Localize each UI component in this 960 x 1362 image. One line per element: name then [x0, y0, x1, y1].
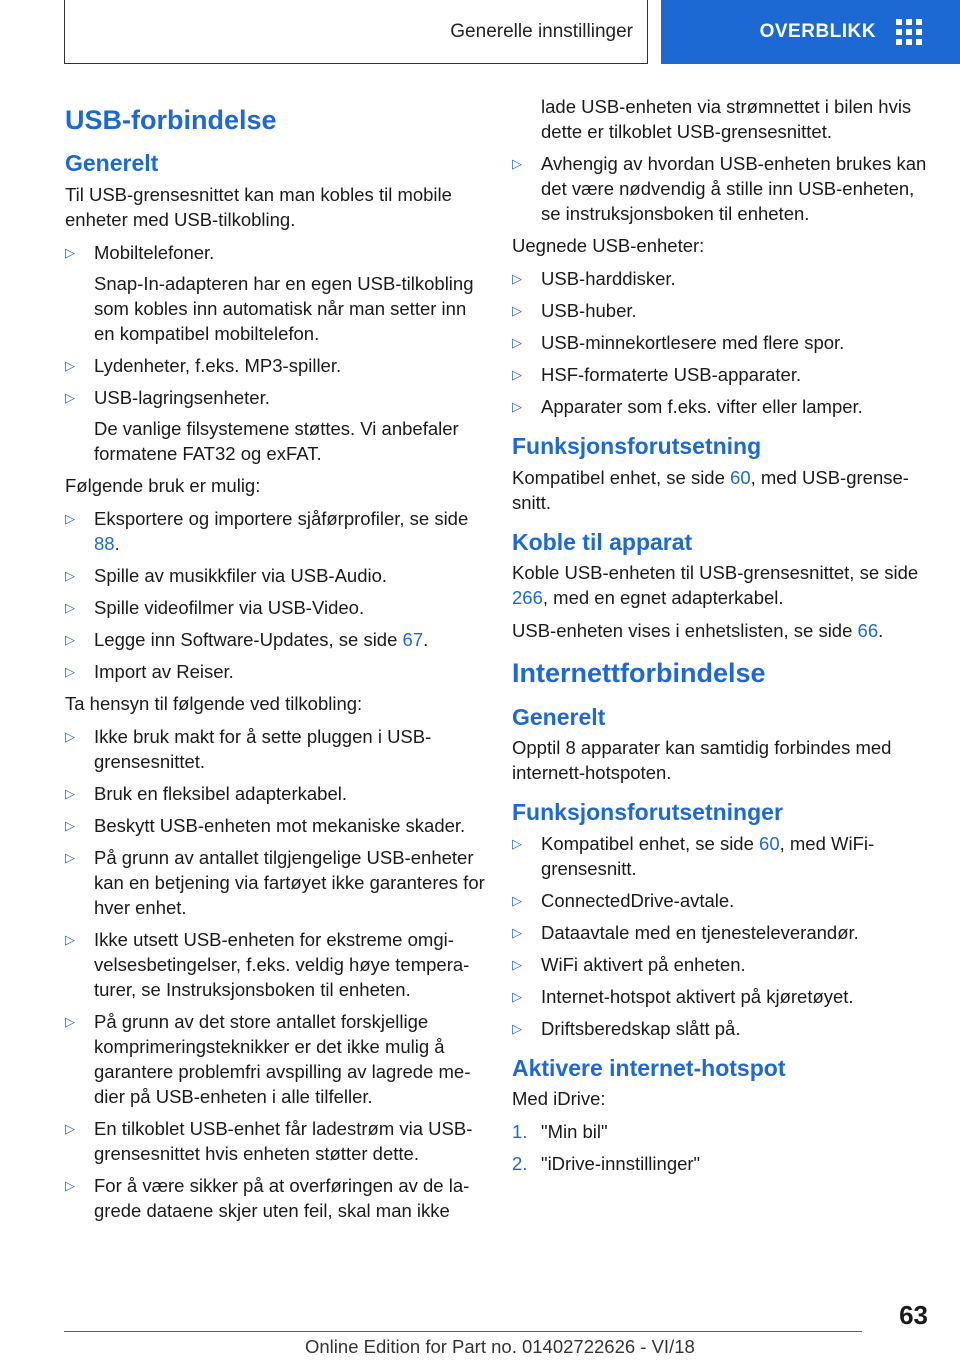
list-item: ▷ Internet-hotspot aktivert på kjøretøyet. — [512, 985, 854, 1007]
bullet-icon: ▷ — [65, 663, 75, 679]
page-link-266[interactable]: 266 — [512, 587, 543, 609]
notes-list — [65, 724, 485, 1223]
header-section-title-box — [64, 0, 648, 64]
bullet-icon: ▷ — [65, 1177, 75, 1193]
footer-divider — [64, 1331, 862, 1332]
list-item: ▷ ConnectedDrive-avtale. — [512, 889, 735, 911]
bullet-icon: ▷ — [512, 988, 522, 1004]
overview-label: OVERBLIKK — [759, 21, 876, 42]
list-item: ▷ Bruk en fleksibel adapterkabel. — [65, 782, 347, 804]
bullet-icon: ▷ — [512, 1020, 522, 1036]
list-item: ▷ USB-minnekortlesere med flere spor. — [512, 332, 845, 353]
bullet-icon: ▷ — [512, 924, 522, 940]
internet-general-text: Opptil 8 apparater kan samtidig forbindes med internett-hotspoten. — [512, 737, 892, 784]
list-item: ▷ Beskytt USB-enheten mot mekaniske skader. — [65, 814, 466, 836]
list-item: ▷ For å være sikker på at overføringen av de lagrede dataene skjer uten feil, skal man ikke — [65, 1174, 470, 1221]
bullet-icon: ▷ — [65, 785, 75, 801]
internet-general-heading: Generelt — [512, 703, 606, 730]
bullet-icon: ▷ — [512, 367, 522, 382]
prereq-text: Kompatibel enhet, se side 60, med USB-grensesnitt. — [512, 466, 909, 513]
hotspot-heading: Aktivere internet-hotspot — [512, 1054, 786, 1081]
hotspot-intro: Med iDrive: — [512, 1088, 606, 1110]
notes-intro: Ta hensyn til følgende ved tilkobling: — [65, 692, 363, 714]
list-item: ▷ USB-harddisker. — [512, 268, 676, 289]
usage-intro: Følgende bruk er mulig: — [65, 474, 261, 496]
internet-heading: Internettforbindelse — [512, 658, 766, 689]
list-item: ▷ Spille av musikkfiler via USB-Audio. — [65, 564, 388, 586]
list-item: 1. "Min bil" — [512, 1121, 608, 1143]
page-link-60-b[interactable]: 60 — [759, 832, 780, 854]
hotspot-steps — [512, 1119, 932, 1176]
prereq-heading: Funksjonsforutsetning — [512, 433, 762, 459]
page-link-88[interactable]: 88 — [94, 532, 115, 554]
bullet-icon: ▷ — [65, 510, 75, 526]
bullet-icon: ▷ — [65, 599, 75, 615]
bullet-icon: ▷ — [512, 892, 522, 908]
bullet-icon: ▷ — [512, 335, 522, 350]
step-number: 2. — [512, 1153, 528, 1175]
bullet-icon: ▷ — [65, 631, 75, 647]
overview-button[interactable] — [661, 0, 960, 64]
list-item: ▷ USB-lagringsenheter. De vanlige filsystemene støttes. Vi anbefaler formatene FAT32 og exFAT. — [65, 386, 459, 464]
header-section-title: Generelle innstillinger — [450, 20, 633, 42]
prereqs-list — [512, 831, 932, 1041]
list-item: ▷ Ikke utsett USB-enheten for ekstreme omgivelsesbetingelser, f.eks. veldig høye temperaturer, se Instruksjonsboken til enheten. — [65, 928, 470, 1000]
bullet-icon: ▷ — [65, 931, 75, 947]
page-number: 63 — [899, 1300, 928, 1330]
connect-text: Koble USB-enheten til USB-grensesnittet, se side 266, med en egnet adapterkabel. — [512, 562, 919, 609]
list-item: ▷ Driftsberedskap slått på. — [512, 1017, 741, 1039]
bullet-icon: ▷ — [65, 849, 75, 865]
list-item: ▷ USB-huber. — [512, 300, 637, 321]
bullet-icon: ▷ — [512, 399, 522, 414]
bullet-icon: ▷ — [65, 567, 75, 583]
list-item: ▷ Spille videofilmer via USB-Video. — [65, 596, 365, 618]
connect-heading: Koble til apparat — [512, 528, 693, 555]
bullet-icon: ▷ — [65, 1013, 75, 1029]
list-item: ▷ HSF-formaterte USB-apparater. — [512, 364, 802, 385]
notes-list-continued — [512, 94, 932, 226]
device-list — [65, 240, 485, 466]
bullet-icon: ▷ — [512, 271, 522, 286]
list-item: lade USB-enheten via strømnettet i bilen hvis dette er tilkoblet USB-grensesnittet. — [541, 96, 912, 142]
page-link-66[interactable]: 66 — [857, 620, 879, 642]
bullet-icon: ▷ — [65, 817, 75, 833]
list-item: ▷ WiFi aktivert på enheten. — [512, 953, 746, 975]
footer-edition: Online Edition for Part no. 01402722626 - VI/18 — [305, 1336, 695, 1357]
bullet-icon: ▷ — [65, 244, 75, 260]
list-item: ▷ På grunn av det store antallet forskjellige komprimeringsteknikker er det ikke mulig å garantere problemfri avspilling av lagrede medier på USB-enheten i alle tilfeller. — [65, 1010, 471, 1107]
unsuitable-intro: Uegnede USB-enheter: — [512, 235, 705, 256]
list-item: ▷ Lydenheter, f.eks. MP3-spiller. — [65, 354, 342, 376]
right-column — [512, 98, 932, 1183]
list-item: 2. "iDrive-innstillinger" — [512, 1153, 701, 1175]
usage-list — [65, 506, 485, 684]
list-item: ▷ Import av Reiser. — [65, 660, 234, 682]
page-link-67[interactable]: 67 — [402, 628, 424, 650]
bullet-icon: ▷ — [65, 1120, 75, 1136]
list-item: ▷ Avhengig av hvordan USB-enheten brukes kan det være nødvendig å stille inn USB-enheten, se instruksjonsboken til enheten. — [512, 153, 927, 224]
grid-menu-icon — [896, 19, 922, 45]
usb-general-heading: Generelt — [65, 150, 159, 177]
list-item: ▷ Mobiltelefoner. Snap-In-adapteren har en egen USB-tilkobling som kobles inn automatisk når man setter inn en kompatibel mobiltelefon. — [65, 241, 474, 344]
bullet-icon: ▷ — [512, 156, 522, 171]
list-item: ▷ En tilkoblet USB-enhet får ladestrøm via USB-grensesnittet hvis enheten støtter dette. — [65, 1117, 473, 1164]
list-item: ▷ Apparater som f.eks. vifter eller lamper. — [512, 396, 863, 417]
bullet-icon: ▷ — [512, 835, 522, 851]
step-number: 1. — [512, 1121, 528, 1143]
bullet-icon: ▷ — [65, 728, 75, 744]
unsuitable-list — [512, 266, 932, 419]
prereqs-heading: Funksjonsforutsetninger — [512, 799, 783, 826]
page-link-60[interactable]: 60 — [730, 466, 751, 488]
bullet-icon: ▷ — [65, 389, 75, 405]
bullet-icon: ▷ — [512, 303, 522, 318]
usb-heading: USB-forbindelse — [65, 105, 277, 135]
left-column — [65, 98, 485, 1230]
list-item: ▷ Eksportere og importere sjåførprofiler, se side 88. — [65, 507, 469, 554]
list-item: ▷ Dataavtale med en tjenesteleverandør. — [512, 921, 859, 943]
list-item: ▷ Kompatibel enhet, se side 60, med WiFi-grensesnitt. — [512, 832, 875, 879]
list-item: ▷ Legge inn Software-Updates, se side 67. — [65, 628, 429, 650]
list-item: ▷ På grunn av antallet tilgjengelige USB-enheter kan en betjening via fartøyet ikke garanteres for hver enhet. — [65, 846, 485, 918]
usb-intro: Til USB-grensesnittet kan man kobles til mobile enheter med USB-tilkobling. — [65, 183, 452, 230]
bullet-icon: ▷ — [65, 357, 75, 373]
device-list-text: USB-enheten vises i enhetslisten, se side 66. — [512, 620, 884, 642]
bullet-icon: ▷ — [512, 956, 522, 972]
list-item: ▷ Ikke bruk makt for å sette pluggen i USB-grensesnittet. — [65, 725, 432, 772]
